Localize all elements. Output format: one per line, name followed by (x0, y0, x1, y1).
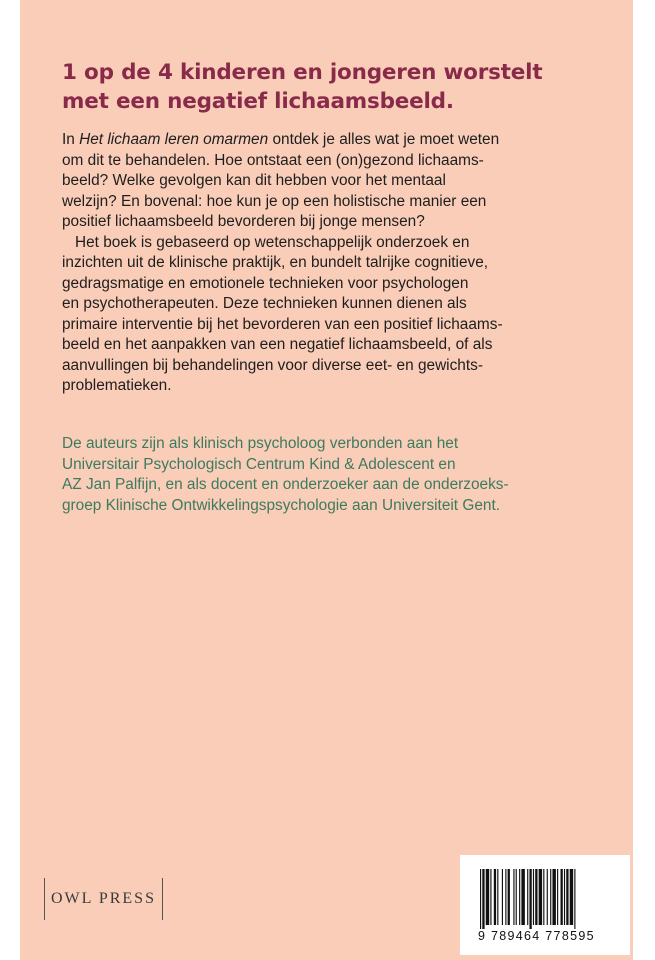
blurb-fragment: ontdek je alles wat je moet weten (268, 131, 500, 148)
blurb-line: gedragsmatige en emotionele technieken voor psychologen (62, 274, 469, 292)
blurb-line: beeld en het aanpakken van een negatief lichaamsbeeld, of als (62, 336, 493, 353)
author-line: AZ Jan Palfijn, en als docent en onderzoeker aan de onderzoeks- (62, 476, 509, 493)
blurb-line: inzichten uit de klinische praktijk, en bundelt talrijke cognitieve, (62, 254, 489, 271)
blurb-line: beeld? Welke gevolgen kan dit hebben voor het mentaal (62, 172, 446, 189)
blurb-line: problematieken. (62, 377, 172, 394)
barcode-panel (460, 855, 630, 955)
blurb-line: primaire interventie bij het bevorderen van een positief lichaams- (62, 315, 503, 333)
blurb-line: positief lichaamsbeeld bevorderen bij jonge mensen? (62, 213, 425, 230)
author-info (62, 434, 582, 516)
author-line: De auteurs zijn als klinisch psycholoog verbonden aan het (62, 435, 459, 452)
blurb-fragment: In (62, 131, 80, 148)
barcode-icon (478, 869, 626, 929)
blurb-line: om dit te behandelen. Hoe ontstaat een (on)gezond lichaams- (62, 151, 484, 169)
author-line: Universitair Psychologisch Centrum Kind & Adolescent en (62, 455, 456, 473)
blurb-line (62, 130, 582, 151)
headline (62, 58, 602, 116)
blurb-line: Het boek is gebaseerd op wetenschappelijk onderzoek en (75, 233, 470, 251)
publisher-name: OWL PRESS (51, 890, 156, 907)
isbn-number: 9 789464 778595 (478, 929, 595, 943)
headline-line: met een negatief lichaamsbeeld. (62, 89, 454, 114)
blurb-text (62, 130, 582, 397)
blurb-line: welzijn? En bovenal: hoe kun je op een holistische manier een (62, 192, 487, 210)
publisher-logo (44, 878, 163, 920)
author-line: groep Klinische Ontwikkelingspsychologie aan Universiteit Gent. (62, 496, 501, 514)
blurb-line: aanvullingen bij behandelingen voor diverse eet- en gewichts- (62, 356, 483, 374)
blurb-line: en psychotherapeuten. Deze technieken kunnen dienen als (62, 295, 467, 312)
headline-line: 1 op de 4 kinderen en jongeren worstelt (62, 60, 543, 85)
book-title: Het lichaam leren omarmen (79, 131, 269, 148)
